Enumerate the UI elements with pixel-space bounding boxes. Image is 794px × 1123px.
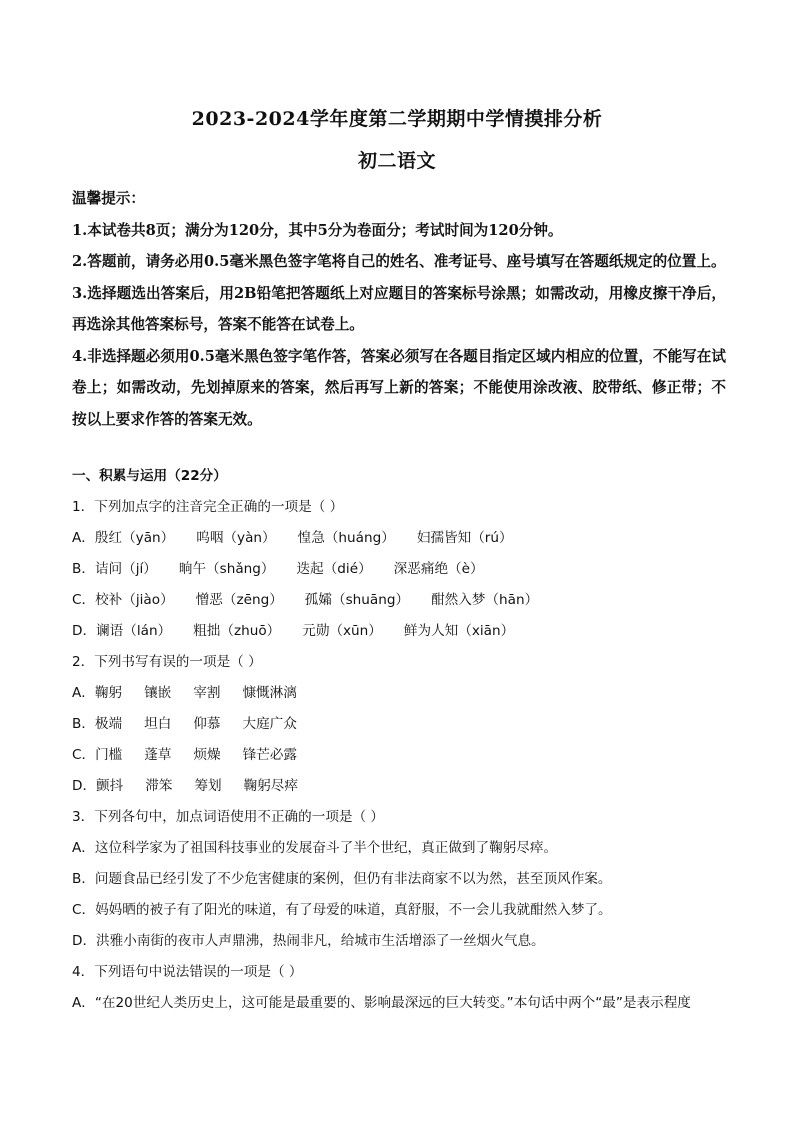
tip-item-2: 2.答题前，请务必用0.5毫米黑色签字笔将自己的姓名、准考证号、座号填写在答题纸规定的位置上。 bbox=[72, 253, 726, 270]
q3-option-b: B．问题食品已经引发了不少危害健康的案例，但仍有非法商家不以为然，甚至顶风作案。 bbox=[72, 871, 612, 887]
q3-option-c: C．妈妈晒的被子有了阳光的味道，有了母爱的味道，真舒服，不一会儿我就酣然入梦了。 bbox=[72, 902, 612, 918]
option-text: A．殷红（yān） bbox=[72, 530, 175, 546]
q1-option-c bbox=[72, 585, 726, 616]
option-text: 滞笨 bbox=[145, 778, 173, 794]
option-text: 坦白 bbox=[144, 716, 172, 732]
option-text: 大庭广众 bbox=[242, 716, 297, 732]
option-text: 深恶痛绝（è） bbox=[393, 561, 484, 577]
option-text: 孤孀（shuāng） bbox=[304, 592, 410, 608]
tip-item-1: 1.本试卷共8页；满分为120分，其中5分为卷面分；考试时间为120分钟。 bbox=[72, 221, 563, 239]
q1-stem: 1．下列加点字的注音完全正确的一项是（ ） bbox=[72, 499, 344, 515]
option-text: 锋芒必露 bbox=[242, 747, 298, 763]
option-text: 蓬草 bbox=[144, 747, 172, 763]
q2-option-b bbox=[72, 709, 726, 740]
q3-option-d: D．洪雅小南街的夜市人声鼎沸，热闹非凡，给城市生活增添了一丝烟火气息。 bbox=[72, 933, 545, 949]
option-text: 宰割 bbox=[193, 685, 221, 701]
option-text: 惶急（huáng） bbox=[297, 530, 395, 546]
option-text: C．校补（jiào） bbox=[72, 592, 174, 608]
q3-option-a: A．这位科学家为了祖国科技事业的发展奋斗了半个世纪，真正做到了鞠躬尽瘁。 bbox=[72, 840, 558, 856]
option-text: 仰慕 bbox=[193, 716, 221, 732]
option-text: 憎恶（zēng） bbox=[195, 592, 283, 608]
q3-stem: 3．下列各句中，加点词语使用不正确的一项是（ ） bbox=[72, 809, 385, 825]
q2-option-c bbox=[72, 740, 726, 771]
page-title: 2023-2024学年度第二学期期中学情摸排分析 bbox=[191, 108, 603, 130]
option-text: 妇孺皆知（rú） bbox=[416, 530, 513, 546]
option-text: 迭起（dié） bbox=[296, 561, 372, 577]
option-text: 镶嵌 bbox=[144, 685, 172, 701]
option-text: 酣然入梦（hān） bbox=[431, 592, 539, 608]
option-text: B．极端 bbox=[72, 716, 123, 732]
q1-option-a bbox=[72, 523, 726, 554]
q4-stem: 4．下列语句中说法错误的一项是（ ） bbox=[72, 964, 303, 980]
option-text: 晌午（shǎng） bbox=[178, 561, 275, 577]
page-subtitle: 初二语文 bbox=[357, 150, 436, 172]
option-text: 鲜为人知（xiān） bbox=[403, 623, 515, 639]
option-text: A．鞠躬 bbox=[72, 685, 123, 701]
q1-option-b bbox=[72, 554, 726, 585]
option-text: 鞠躬尽瘁 bbox=[243, 778, 298, 794]
tip-item-4: 4.非选择题必须用0.5毫米黑色签字笔作答，答案必须写在各题目指定区域内相应的位置，不能写在试卷上；如需改动，先划掉原来的答案，然后再写上新的答案；不能使用涂改液、胶带纸、修正带；不按以上要求作答的答案无效。 bbox=[72, 347, 726, 428]
option-text: B．诘问（jí） bbox=[72, 561, 157, 577]
questions-block bbox=[72, 461, 726, 1019]
option-text: 粗拙（zhuō） bbox=[193, 623, 281, 639]
option-text: D．谰语（lán） bbox=[72, 623, 172, 639]
option-text: 筹划 bbox=[194, 778, 222, 794]
option-text: 慷慨淋漓 bbox=[242, 685, 297, 701]
tips-heading: 温馨提示： bbox=[72, 190, 145, 207]
q2-option-a bbox=[72, 678, 726, 709]
section-heading: 一、积累与运用（22分） bbox=[72, 468, 227, 484]
q2-option-d bbox=[72, 771, 726, 802]
q2-stem: 2．下列书写有误的一项是（ ） bbox=[72, 654, 262, 670]
option-text: 烦燥 bbox=[193, 747, 221, 763]
option-text: 呜咽（yàn） bbox=[196, 530, 276, 546]
option-text: D．颤抖 bbox=[72, 778, 124, 794]
q4-option-a: A．“在20世纪人类历史上，这可能是最重要的、影响最深远的巨大转变。”本句话中两个“最”是表示程度 bbox=[72, 995, 691, 1011]
tip-item-3: 3.选择题选出答案后，用2B铅笔把答题纸上对应题目的答案标号涂黑；如需改动，用橡皮擦干净后，再选涂其他答案标号，答案不能答在试卷上。 bbox=[72, 284, 726, 333]
q1-option-d bbox=[72, 616, 726, 647]
option-text: C．门槛 bbox=[72, 747, 123, 763]
tips-block bbox=[72, 183, 726, 435]
option-text: 元勋（xūn） bbox=[302, 623, 382, 639]
